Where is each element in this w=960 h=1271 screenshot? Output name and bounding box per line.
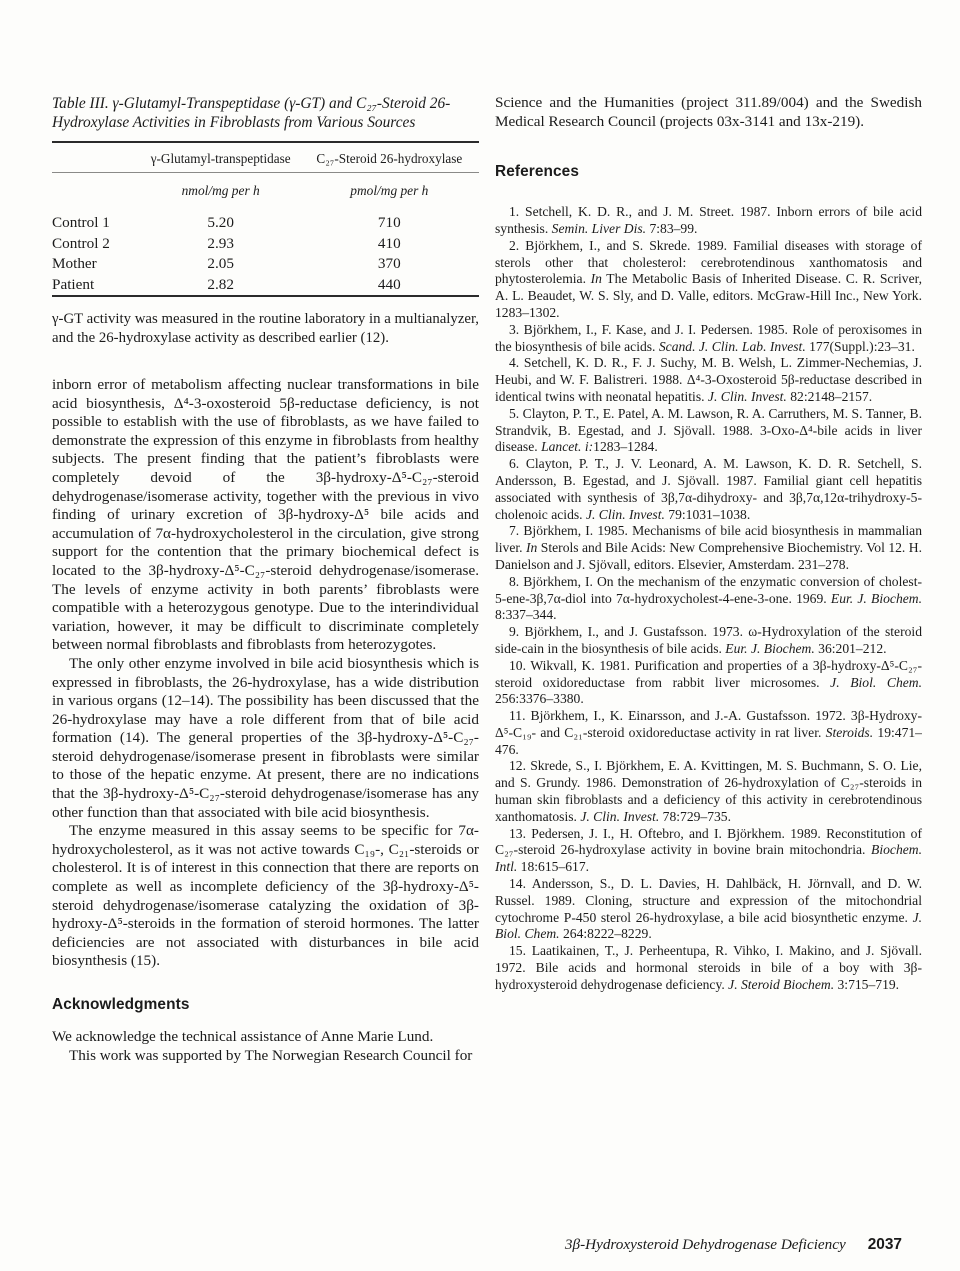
row-label: Mother	[52, 255, 97, 272]
row-label: Control 2	[52, 234, 110, 252]
reference-item: 14. Andersson, S., D. L. Davies, H. Dahlbäck, H. Jörnvall, and D. W. Russel. 1989. Cloning, structure and expression of the mitochondrial cytochrome P-450 sterol 26-hydroxylase, a bile acid biosynthetic enzyme. J. Biol. Chem. 264:8222–8229.	[495, 876, 922, 942]
references-list	[495, 204, 922, 993]
paragraph: The only other enzyme involved in bile acid biosynthesis which is expressed in fibroblasts, the 26-hydroxylase, has a wide distribution in various organs (12–14). The possibility has been discussed that the 26-hydroxylase may have a role different from that of bile acid formation (14). The general properties of the 3β-hydroxy-Δ⁵-C₂₇-steroid dehydrogenase/isomerase present in fibroblasts were similar to those of the hepatic enzyme. At present, there are no indications that the 3β-hydroxy-Δ⁵-C₂₇-steroid dehydrogenase/isomerase has any other function than that associated with bile acid biosynthesis.	[52, 654, 479, 821]
acknowledgments-heading: Acknowledgments	[52, 996, 190, 1013]
acknowledgments-continuation: Science and the Humanities (project 311.89/004) and the Swedish Medical Research Council (projects 03x-3141 and 13x-219).	[495, 94, 922, 130]
reference-item: 6. Clayton, P. T., J. V. Leonard, A. M. Lawson, K. D. R. Setchell, S. Andersson, B. Egestad, and J. Sjövall. 1987. Familial giant cell hepatitis associated with synthesis of 3β,7α-dihydroxy- and 3β,7α,12α-trihydroxy-5-cholenoic acids. J. Clin. Invest. 79:1031–1038.	[495, 456, 922, 522]
acknowledgments-section	[52, 996, 479, 1065]
reference-item: 4. Setchell, K. D. R., F. J. Suchy, M. B. Welsh, L. Zimmer-Nechemias, J. Heubi, and W. F. Balistreri. 1988. Δ⁴-3-Oxosteroid 5β-reductase described in identical twins with neonatal hepatitis. J. Clin. Invest. 82:2148–2157.	[495, 355, 922, 404]
reference-item: 7. Björkhem, I. 1985. Mechanisms of bile acid biosynthesis in mammalian liver. In Sterols and Bile Acids: New Comprehensive Biochemistry. Vol 12. H. Danielson and J. Sjövall, editors. Elsevier, Amsterdam. 231–278.	[495, 523, 922, 572]
row-value-gt: 5.20	[207, 214, 234, 231]
row-value-hydroxylase: 710	[377, 214, 401, 231]
reference-item: 15. Laatikainen, T., J. Perheentupa, R. Vihko, I. Makino, and J. Sjövall. 1972. Bile acids and hormonal steroids in bile of a boy with 3β-hydroxysteroid dehydrogenase deficiency. J. Steroid Biochem. 3:715–719.	[495, 943, 922, 992]
reference-item: 11. Björkhem, I., K. Einarsson, and J.-A. Gustafsson. 1972. 3β-Hydroxy-Δ⁵-C₁₉- and C₂₁-steroid oxidoreductase activity in rat liver. Steroids. 19:471–476.	[495, 708, 922, 757]
table-row	[52, 254, 479, 275]
left-column	[52, 94, 479, 1065]
reference-item: 3. Björkhem, I., F. Kase, and J. I. Pedersen. 1985. Role of peroxisomes in the biosynthesis of bile acids. Scand. J. Clin. Lab. Invest. 177(Suppl.):23–31.	[495, 321, 922, 354]
table-units-row	[52, 173, 479, 209]
enzyme-activity-table	[52, 141, 479, 297]
table-footnote: γ-GT activity was measured in the routine laboratory in a multianalyzer, and the 26-hydroxylase activity as described earlier (12).	[52, 311, 479, 346]
row-value-gt: 2.05	[207, 255, 234, 272]
row-value-gt: 2.93	[207, 234, 234, 252]
reference-item: 2. Björkhem, I., and S. Skrede. 1989. Familial diseases with storage of sterols other that cholesterol: cerebrotendinous xanthomatosis and phytosterolemia. In The Metabolic Basis of Inherited Disease. C. R. Scriver, A. L. Beaudet, W. S. Sly, and D. Valle, editors. McGraw-Hill Inc., New York. 1283–1302.	[495, 237, 922, 320]
table-caption: Table III. γ-Glutamyl-Transpeptidase (γ-GT) and C₂₇-Steroid 26-Hydroxylase Activities in Fibroblasts from Various Sources	[52, 95, 451, 131]
paragraph: inborn error of metabolism affecting nuclear transformations in bile acid biosynthesis, Δ⁴-3-oxosteroid 5β-reductase deficiency, is not possible to establish with the use of fibroblasts, as we have failed to demonstrate the expression of this enzyme in fibroblasts from healthy subjects. The present finding that the patient’s fibroblasts were completely devoid of the 3β-hydroxy-Δ⁵-C₂₇-steroid dehydrogenase/isomerase activity, together with the previous in vivo finding of urinary excretion of 3β-hydroxy-Δ⁵ bile acids and accumulation of 7α-hydroxycholesterol in the circulation, give strong support for the contention that the primary biochemical defect is located to the 3β-hydroxy-Δ⁵-C₂₇-steroid dehydrogenase/isomerase. The levels of enzyme activity in both parents’ fibroblasts were compatible with a heterozygous genotype. Due to the interindividual variation, however, it may be difficult to discriminate completely between normal fibroblasts and fibroblasts from heterozygotes.	[52, 376, 479, 654]
acknowledgments-line: This work was supported by The Norwegian Research Council for	[69, 1046, 473, 1064]
acknowledgments-line: We acknowledge the technical assistance of Anne Marie Lund.	[52, 1028, 434, 1045]
reference-item: 5. Clayton, P. T., E. Patel, A. M. Lawson, R. A. Carruthers, M. S. Tanner, B. Strandvik, B. Egestad, and J. Sjövall. 1988. 3-Oxo-Δ⁴-bile acids in liver disease. Lancet. i:1283–1284.	[495, 405, 922, 455]
row-value-hydroxylase: 410	[377, 234, 401, 252]
table-header-hydroxylase: C₂₇-Steroid 26-hydroxylase	[300, 142, 479, 173]
row-label: Control 1	[52, 214, 110, 231]
table-header-stub	[52, 142, 142, 173]
footer-running-title: 3β-Hydroxysteroid Dehydrogenase Deficiency	[564, 1236, 846, 1253]
row-value-gt: 2.82	[207, 275, 234, 293]
table-row	[52, 234, 479, 255]
paragraph: The enzyme measured in this assay seems to be specific for 7α-hydroxycholesterol, as it was not active towards C₁₉-, C₂₁-steroids or cholesterol. It is of interest in this connection that there are reports on complete as well as incomplete deficiency of the 3β-hydroxy-Δ⁵-steroid dehydrogenase/isomerase catalyzing the oxidation of 3β-hydroxy-Δ⁵-steroids in the formation of steroid hormones. The latter deficiencies are not associated with disturbances in bile acid biosynthesis (15).	[52, 822, 479, 970]
table-row	[52, 275, 479, 297]
reference-item: 1. Setchell, K. D. R., and J. M. Street. 1987. Inborn errors of bile acid synthesis. Semin. Liver Dis. 7:83–99.	[495, 204, 922, 236]
reference-item: 10. Wikvall, K. 1981. Purification and properties of a 3β-hydroxy-Δ⁵-C₂₇-steroid oxidoreductase from rabbit liver microsomes. J. Biol. Chem. 256:3376–3380.	[495, 657, 922, 707]
table-units-hydroxylase: pmol/mg per h	[350, 183, 429, 198]
table-3-block	[52, 94, 479, 348]
reference-item: 9. Björkhem, I., and J. Gustafsson. 1973. ω-Hydroxylation of the steroid side-cain in the biosynthesis of bile acids. Eur. J. Biochem. 36:201–212.	[495, 624, 922, 656]
right-column	[495, 94, 922, 1065]
row-label: Patient	[52, 275, 95, 293]
references-heading: References	[495, 163, 579, 181]
footer-page-number: 2037	[867, 1236, 902, 1253]
table-units-stub	[52, 173, 142, 209]
row-value-hydroxylase: 440	[377, 275, 401, 293]
row-value-hydroxylase: 370	[377, 255, 401, 272]
table-row	[52, 208, 479, 234]
reference-item: 13. Pedersen, J. I., H. Oftebro, and I. Björkhem. 1989. Reconstitution of C₂₇-steroid 26-hydroxylase activity in bovine brain mitochondria. Biochem. Intl. 18:615–617.	[495, 825, 922, 875]
reference-item: 8. Björkhem, I. On the mechanism of the enzymatic conversion of cholest-5-ene-3β,7α-diol into 7α-hydroxycholest-4-ene-3-one. 1969. Eur. J. Biochem. 8:337–344.	[495, 573, 922, 623]
table-header-row	[52, 142, 479, 173]
table-units-gt: nmol/mg per h	[181, 183, 260, 198]
table-header-gt: γ-Glutamyl-transpeptidase	[142, 142, 300, 173]
two-column-content	[52, 94, 922, 1065]
discussion-text	[52, 376, 479, 971]
table-body	[52, 208, 479, 296]
page-footer	[52, 1236, 902, 1254]
reference-item: 12. Skrede, S., I. Björkhem, E. A. Kvittingen, M. S. Buchmann, S. O. Lie, and S. Grundy. 1986. Demonstration of 26-hydroxylation of C₂₇-steroids in human skin fibroblasts and a deficiency of this activity in cerebrotendinous xanthomatosis. J. Clin. Invest. 78:729–735.	[495, 758, 922, 824]
